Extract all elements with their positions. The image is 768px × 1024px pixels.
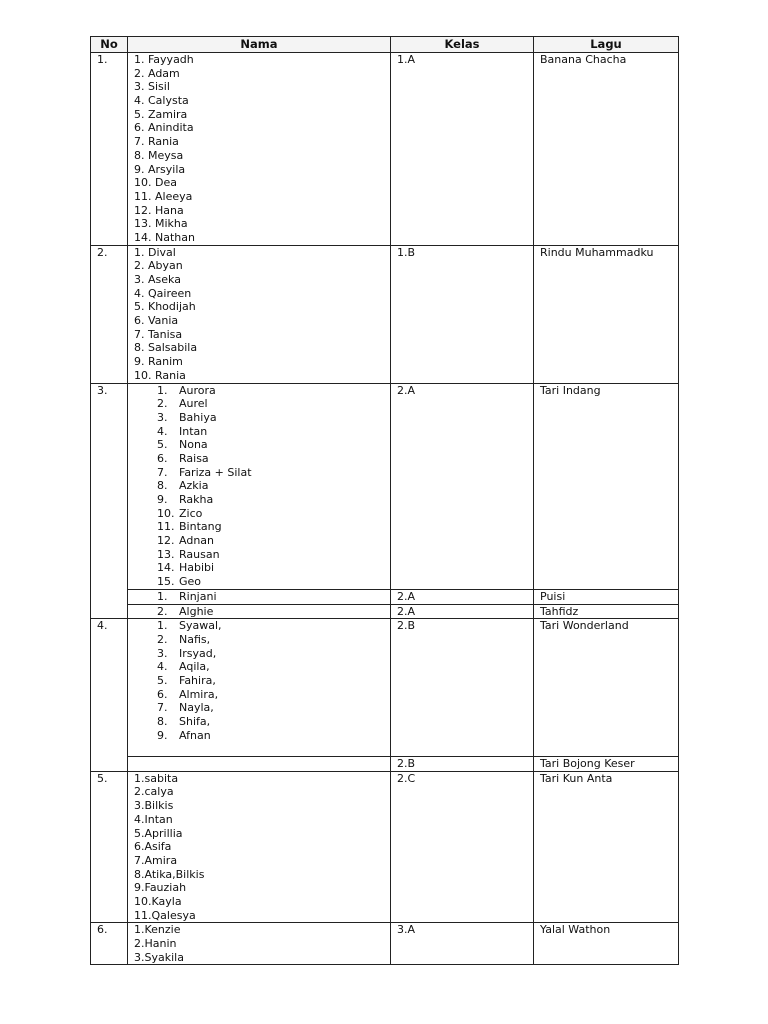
list-item: 3. Sisil	[134, 80, 170, 94]
cell-no: 4.	[91, 619, 128, 772]
cell-lagu: Tari Wonderland	[534, 619, 679, 757]
spacer-line	[134, 742, 390, 756]
list-item: 4.Intan	[134, 812, 173, 826]
list-item: 3.Syakila	[134, 950, 184, 964]
list-item: 5. Khodijah	[134, 300, 196, 314]
cell-kelas: 1.B	[391, 245, 534, 383]
list-item	[134, 479, 390, 493]
list-item	[134, 633, 390, 647]
list-item: 5.Aprillia	[134, 826, 183, 840]
cell-nama	[128, 383, 391, 589]
list-number: 11.	[157, 520, 175, 534]
list-name: Adnan	[179, 534, 214, 548]
list-name: Fahira,	[179, 673, 216, 687]
table-row-3c	[91, 604, 679, 619]
list-item	[134, 590, 390, 604]
cell-kelas: 2.B	[391, 619, 534, 757]
list-item: 2. Adam	[134, 66, 180, 80]
table-row-3b	[91, 589, 679, 604]
list-name: Habibi	[179, 561, 215, 575]
list-name: Nona	[179, 438, 208, 452]
cell-nama	[128, 923, 391, 965]
header-lagu: Lagu	[534, 37, 679, 53]
list-name: Rinjani	[179, 589, 217, 603]
cell-no: 5.	[91, 771, 128, 923]
name-list	[134, 772, 390, 923]
list-item	[134, 561, 390, 575]
list-number: 12.	[157, 534, 175, 548]
list-item: 1.Kenzie	[134, 923, 181, 937]
performance-table	[90, 36, 679, 965]
list-item	[134, 452, 390, 466]
list-item: 7. Rania	[134, 135, 179, 149]
list-item: 10.Kayla	[134, 894, 182, 908]
table-row-4	[91, 619, 679, 757]
list-number: 5.	[157, 438, 168, 452]
cell-no: 1.	[91, 53, 128, 246]
list-name: Geo	[179, 575, 202, 589]
list-number: 5.	[157, 673, 168, 687]
cell-kelas: 2.B	[391, 757, 534, 772]
list-name: Raisa	[179, 451, 209, 465]
list-name: Nayla,	[179, 701, 214, 715]
list-number: 2.	[157, 632, 168, 646]
table-row-5	[91, 771, 679, 923]
list-number: 1.	[157, 619, 168, 633]
list-name: Fariza + Silat	[179, 465, 252, 479]
list-item	[134, 660, 390, 674]
header-nama: Nama	[128, 37, 391, 53]
list-item	[134, 688, 390, 702]
list-name: Irsyad,	[179, 646, 217, 660]
list-item	[134, 548, 390, 562]
list-name: Alghie	[179, 604, 214, 618]
list-item: 4. Qaireen	[134, 286, 192, 300]
name-list	[134, 384, 390, 589]
list-number: 13.	[157, 547, 175, 561]
cell-kelas: 1.A	[391, 53, 534, 246]
name-list	[134, 590, 390, 604]
list-name: Rakha	[179, 493, 214, 506]
list-number: 4.	[157, 660, 168, 674]
cell-lagu: Yalal Wathon	[534, 923, 679, 965]
list-item	[134, 715, 390, 729]
name-list	[134, 246, 390, 383]
list-name: Bahiya	[179, 410, 217, 424]
list-name: Zico	[179, 506, 203, 520]
cell-lagu: Tari Indang	[534, 383, 679, 589]
list-number: 6.	[157, 687, 168, 701]
cell-kelas: 2.A	[391, 604, 534, 619]
list-name: Aurel	[179, 397, 208, 411]
list-name: Syawal,	[179, 619, 222, 633]
list-number: 10.	[157, 506, 175, 520]
cell-kelas: 3.A	[391, 923, 534, 965]
cell-kelas: 2.A	[391, 589, 534, 604]
list-item: 13. Mikha	[134, 217, 188, 231]
list-item	[134, 466, 390, 480]
list-item: 2.Hanin	[134, 937, 177, 951]
cell-lagu: Puisi	[534, 589, 679, 604]
cell-no: 2.	[91, 245, 128, 383]
list-number: 15.	[157, 575, 175, 589]
cell-nama	[128, 53, 391, 246]
list-name: Azkia	[179, 479, 209, 493]
list-number: 2.	[157, 397, 168, 411]
list-item	[134, 397, 390, 411]
list-item: 7.Amira	[134, 853, 178, 867]
list-item: 1. Fayyadh	[134, 53, 194, 66]
list-number: 6.	[157, 451, 168, 465]
table-row-1	[91, 53, 679, 246]
list-number: 1.	[157, 589, 168, 603]
list-name: Rausan	[179, 547, 220, 561]
name-list	[134, 605, 390, 619]
list-item: 9.Fauziah	[134, 881, 187, 895]
table-row-4b	[91, 757, 679, 772]
list-name: Intan	[179, 424, 208, 438]
list-item	[134, 575, 390, 589]
list-item: 11. Aleeya	[134, 189, 193, 203]
table-row-3	[91, 383, 679, 589]
list-item: 8.Atika,Bilkis	[134, 867, 205, 881]
list-number: 7.	[157, 701, 168, 715]
cell-nama	[128, 771, 391, 923]
list-item	[134, 493, 390, 507]
list-item	[134, 605, 390, 619]
list-number: 9.	[157, 493, 168, 506]
list-item: 10. Dea	[134, 176, 177, 190]
list-item: 1. Dival	[134, 245, 176, 259]
list-item: 12. Hana	[134, 203, 184, 217]
list-item	[134, 619, 390, 633]
table-row-2	[91, 245, 679, 383]
cell-nama	[128, 619, 391, 757]
list-number: 2.	[157, 604, 168, 618]
list-name: Almira,	[179, 687, 219, 701]
list-item: 8. Salsabila	[134, 341, 198, 355]
list-name: Aqila,	[179, 660, 210, 674]
list-item	[134, 384, 390, 398]
list-item	[134, 520, 390, 534]
list-item: 3. Aseka	[134, 273, 181, 286]
list-item: 6. Anindita	[134, 121, 194, 135]
list-item: 9. Arsyila	[134, 162, 186, 176]
cell-lagu: Rindu Muhammadku	[534, 245, 679, 383]
list-item: 14. Nathan	[134, 230, 195, 244]
list-item	[134, 674, 390, 688]
list-item: 6. Vania	[134, 314, 179, 328]
table-row-6	[91, 923, 679, 965]
list-item: 1.sabita	[134, 771, 179, 785]
cell-lagu: Tari Bojong Keser	[534, 757, 679, 772]
cell-lagu: Tari Kun Anta	[534, 771, 679, 923]
cell-no: 6.	[91, 923, 128, 965]
list-item: 11.Qalesya	[134, 908, 196, 922]
list-name: Aurora	[179, 383, 216, 397]
cell-nama	[128, 245, 391, 383]
cell-kelas: 2.C	[391, 771, 534, 923]
header-no: No	[91, 37, 128, 53]
cell-nama	[128, 757, 391, 772]
list-item	[134, 647, 390, 661]
list-item	[134, 701, 390, 715]
list-item: 9. Ranim	[134, 355, 183, 369]
list-number: 8.	[157, 715, 168, 729]
cell-no: 3.	[91, 383, 128, 619]
list-item	[134, 507, 390, 521]
list-number: 8.	[157, 479, 168, 493]
list-item: 10. Rania	[134, 368, 186, 382]
list-item	[134, 425, 390, 439]
list-item: 4. Calysta	[134, 94, 189, 108]
list-number: 3.	[157, 646, 168, 660]
list-number: 14.	[157, 561, 175, 575]
list-item: 2.calya	[134, 785, 174, 799]
list-item	[134, 729, 390, 743]
list-number: 3.	[157, 410, 168, 424]
cell-nama	[128, 604, 391, 619]
list-item: 6.Asifa	[134, 840, 172, 854]
list-item: 7. Tanisa	[134, 327, 183, 341]
list-number: 9.	[157, 728, 168, 742]
cell-kelas: 2.A	[391, 383, 534, 589]
cell-nama	[128, 589, 391, 604]
list-number: 7.	[157, 465, 168, 479]
list-item	[134, 534, 390, 548]
name-list	[134, 619, 390, 742]
list-name: Shifa,	[179, 715, 211, 729]
list-name: Bintang	[179, 520, 222, 534]
list-item: 8. Meysa	[134, 148, 184, 162]
cell-lagu: Tahfidz	[534, 604, 679, 619]
list-item	[134, 411, 390, 425]
list-item	[134, 438, 390, 452]
list-item: 5. Zamira	[134, 107, 188, 121]
header-kelas: Kelas	[391, 37, 534, 53]
name-list	[134, 53, 390, 245]
header-row	[91, 37, 679, 53]
list-number: 1.	[157, 383, 168, 397]
name-list	[134, 923, 390, 964]
list-name: Afnan	[179, 728, 211, 742]
cell-lagu: Banana Chacha	[534, 53, 679, 246]
list-number: 4.	[157, 424, 168, 438]
list-name: Nafis,	[179, 632, 211, 646]
list-item: 2. Abyan	[134, 259, 183, 273]
list-item: 3.Bilkis	[134, 799, 174, 813]
